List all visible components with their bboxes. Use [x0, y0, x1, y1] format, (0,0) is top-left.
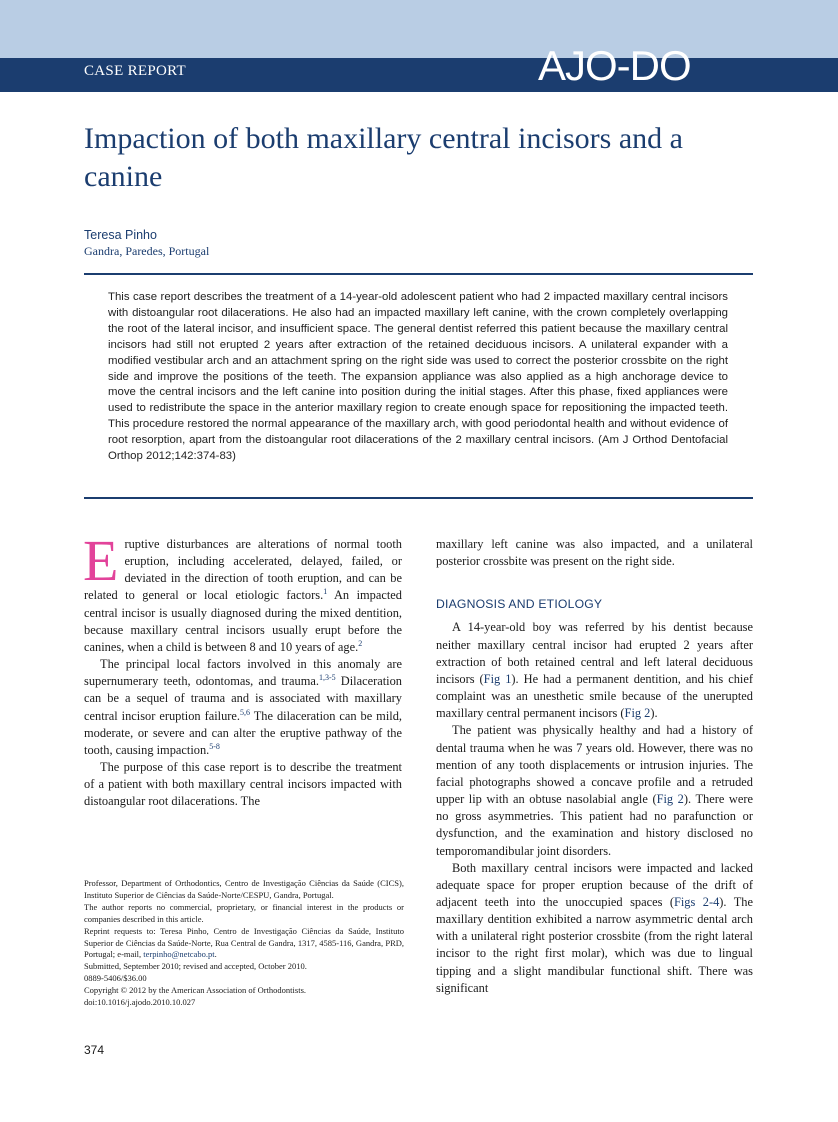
citation[interactable]: 1,3-5 — [318, 673, 336, 683]
paragraph: The principal local factors involved in this anomaly are supernumerary teeth, odontomas, and trauma.$^{1,3-5}$ Dilaceration can be a sequel of trauma and is associated with maxillary central incisor eruption failure.$^{5,6}$ The dilaceration can be mild, moderate, or severe and can alter the eruptive pathway of the tooth, causing impaction.$^{5-8}$ — [84, 657, 402, 757]
figure-link[interactable]: Fig 1 — [483, 671, 512, 686]
journal-logo: AJO-DO — [538, 42, 691, 89]
citation[interactable]: 1 — [323, 587, 328, 597]
paragraph: A 14-year-old boy was referred by his dentist because neither maxillary central incisor had erupted 2 years after extraction of both retained central and left lateral deciduous incisors (Fig 1). He had a permanent dentition, and his chief complaint was an unesthetic smile because of the unerupted maxillary central permanent incisors (Fig 2). — [436, 620, 753, 721]
footnote-disclosure: The author reports no commercial, proprietary, or financial interest in the products or companies described in this article. — [84, 901, 404, 924]
footnotes — [84, 878, 404, 1009]
author-name: Teresa Pinho — [84, 228, 157, 242]
citation[interactable]: 5,6 — [240, 707, 251, 717]
citation[interactable]: 2 — [358, 638, 363, 648]
intro-paragraph: Eruptive disturbances are alterations of normal tooth eruption, including accelerated, delayed, failed, or deviated in the direction of tooth eruption, and can be related to general or local etiologic factors.$^1$ An impacted central incisor is usually diagnosed during the mixed dentition, because maxillary central incisors usually erupt before the canines, when a child is between 8 and 10 years of age.$^2$ — [83, 528, 402, 654]
paragraph: maxillary left canine was also impacted, and a unilateral posterior crossbite was present on the right side. — [436, 537, 753, 569]
article-title: Impaction of both maxillary central incisors and a canine — [84, 122, 683, 193]
section-heading: DIAGNOSIS AND ETIOLOGY — [436, 597, 603, 612]
footnote-copyright: Copyright © 2012 by the American Association of Orthodontists. — [84, 985, 307, 996]
page-number: 374 — [84, 1043, 105, 1057]
paragraph: Both maxillary central incisors were impacted and lacked adequate space for proper eruption because of the drift of adjacent teeth into the unoccupied spaces (Figs 2-4). The maxillary dentition exhibited a narrow asymmetric dental arch with a unilateral right posterior crossbite (from the right lateral incisor to the right first molar), which was due to lingual tipping and a slight mandibular functional shift. There was significant — [436, 860, 753, 995]
figure-link[interactable]: Figs 2-4 — [673, 894, 720, 909]
paragraph: The patient was physically healthy and had a history of dental trauma when he was 7 years old. However, there was no mention of any tooth displacements or intrusion injuries. The facial photographs showed a concave profile and a retruded upper lip with an obtuse nasolabial angle (Fig 2). There were no gross asymmetries. This patient had no parafunction or dysfunction, and the examination and history disclosed no temporomandibular joint disorders. — [436, 723, 753, 858]
citation[interactable]: 5-8 — [209, 741, 220, 751]
figure-link[interactable]: Fig 2 — [624, 706, 651, 721]
abstract-top-rule — [84, 273, 753, 275]
figure-link[interactable]: Fig 2 — [656, 792, 684, 807]
footnote-doi: doi:10.1016/j.ajodo.2010.10.027 — [84, 997, 196, 1008]
footnote-reprint: Reprint requests to: Teresa Pinho, Centro de Investigação Ciências da Saúde, Instituto Superior de Ciências da Saúde-Norte, Rua Central de Gandra, 1317, 4585-116, Gandra, PRD, Portugal; e-mail, terpinho@netcabo.pt. — [84, 925, 404, 960]
abstract-bottom-rule — [84, 497, 753, 499]
author-affiliation: Gandra, Paredes, Portugal — [84, 244, 210, 258]
left-column — [83, 528, 402, 811]
header-band — [0, 0, 838, 58]
footnote-affiliation: Professor, Department of Orthodontics, Centro de Investigação Ciências da Saúde (CICS), Instituto Superior de Ciências da Saúde-Norte/CESPU, Gandra, Portugal. — [84, 878, 404, 900]
paragraph: The purpose of this case report is to describe the treatment of a patient with both maxillary central incisors impacted with distoangular root dilacerations. The — [84, 760, 402, 809]
footnote-price: 0889-5406/$36.00 — [84, 973, 147, 984]
email-link[interactable]: terpinho@netcabo.pt — [143, 949, 215, 960]
footnote-submitted: Submitted, September 2010; revised and accepted, October 2010. — [84, 961, 307, 972]
section-label: CASE REPORT — [84, 63, 187, 79]
drop-cap: E — [83, 528, 119, 593]
right-column — [436, 536, 753, 997]
abstract: This case report describes the treatment of a 14-year-old adolescent patient who had 2 impacted maxillary central incisors with distoangular root dilacerations. He also had an impacted maxillary left canine, with the crown completely overlapping the root of the lateral incisor, and insufficient space. The general dentist referred this patient because the maxillary central incisors had still not erupted 2 years after extraction of the retained deciduous incisors. A unilateral expander with a modified vestibular arch and an attachment spring on the right side was used to correct the posterior crossbite on the right side and improve the positions of the teeth. The expansion appliance was also applied as a high anchorage device to move the central incisors and the left canine into position during the initial stages. After this phase, fixed appliances were used to redistribute the space in the anterior maxillary region to create enough space for repositioning the impacted teeth. This procedure restored the normal appearance of the maxillary arch, with good periodontal health and without evidence of root resorption, apart from the distoangular root dilacerations of the 2 maxillary central incisors. (Am J Orthod Dentofacial Orthop 2012;142:374-83) — [108, 291, 728, 463]
